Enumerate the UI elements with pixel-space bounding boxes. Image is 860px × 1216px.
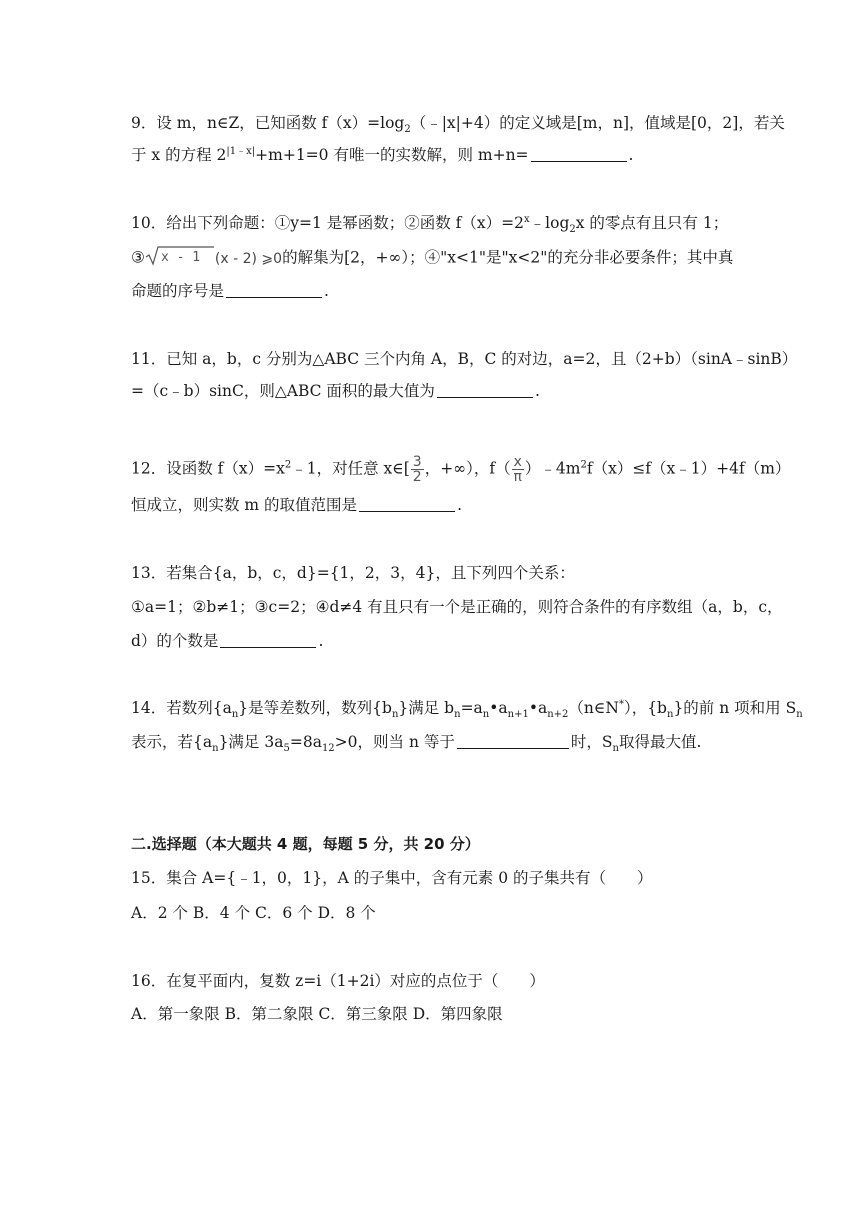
q13-line1 [131, 563, 575, 583]
q13-text: d）的个数是 [131, 632, 219, 650]
q9-sub: 2 [404, 124, 411, 136]
period: . [628, 146, 634, 164]
q10-math-image: (x - 2) ⩾0 [214, 250, 283, 267]
q12-text: 恒成立，则实数 m 的取值范围是 [131, 496, 358, 514]
frac-numerator: x [513, 454, 522, 470]
q14-text: 取得最大值. [618, 733, 702, 751]
answer-blank [457, 734, 569, 749]
q11-text: =（c﹣b）sinC，则△ABC 面积的最大值为 [131, 382, 435, 400]
q14-sub: n [612, 743, 619, 755]
period: . [457, 496, 462, 514]
q14-sub: n+1 [507, 709, 529, 721]
q14-sub: n [666, 709, 674, 721]
q14-text: }满足 3a [218, 733, 284, 751]
q16-stem: 16．在复平面内，复数 z=i（1+2i）对应的点位于（ ） [131, 972, 545, 990]
q14-text: •a [489, 699, 508, 717]
sqrt-icon [145, 245, 215, 267]
sqrt-inner-text: x - 1 [160, 250, 201, 265]
sqrt-expression [145, 245, 215, 272]
q10-text: x 的零点有且只有 1； [575, 214, 729, 232]
fraction-three-halves [411, 455, 424, 484]
q10-line3 [131, 281, 329, 301]
q12-sup: 2 [284, 459, 292, 471]
q14-text: •a [528, 699, 548, 717]
q9-text: （﹣|x|+4）的定义域是[m，n]，值域是[0，2]，若关 [410, 114, 785, 132]
q10-text: ﹣log [529, 214, 570, 232]
fraction-x-over-pi [512, 455, 524, 484]
q14-sub: 5 [283, 743, 290, 755]
q12-text: ，+∞），f（ [424, 459, 511, 478]
q11-line2 [131, 381, 540, 401]
q16-options: A．第一象限 B．第二象限 C．第三象限 D．第四象限 [131, 1005, 503, 1023]
q14-sub: n [482, 709, 490, 721]
q9-text: 9．设 m，n∈Z，已知函数 f（x）=log [131, 114, 405, 132]
q12-text: 12．设函数 f（x）=x [131, 459, 285, 478]
q15-stem: 15．集合 A={﹣1，0，1}，A 的子集中，含有元素 0 的子集共有（ ） [131, 869, 653, 887]
q10-text: 的解集为[2，+∞）；④"x<1"是"x<2"的充分非必要条件；其中真 [282, 248, 734, 267]
frac-denominator: 2 [412, 469, 422, 485]
q13-line3 [131, 631, 323, 651]
q14-sub: n [454, 709, 461, 721]
q14-sub: n [796, 709, 803, 721]
q14-sub: n [391, 709, 399, 721]
q11-text: 11．已知 a，b，c 分别为△ABC 三个内角 A，B，C 的对边，a=2，且（2+b）（sinA﹣sinB） [131, 350, 798, 368]
answer-blank [531, 147, 627, 162]
q14-sub: n [231, 709, 239, 721]
q14-sup: * [618, 698, 624, 710]
q14-text: =8a [289, 733, 322, 751]
q12-sup: 2 [580, 459, 587, 471]
q14-text: }的前 n 项和用 S [673, 699, 797, 717]
q9-line1 [131, 113, 785, 136]
q12-line2 [131, 495, 462, 515]
q14-text: （n∈N [568, 699, 619, 717]
q14-text: }满足 b [398, 699, 455, 717]
q10-line1 [131, 213, 729, 236]
q11-line1 [131, 349, 797, 369]
answer-blank [437, 383, 533, 398]
q9-line2 [131, 145, 633, 165]
answer-blank [226, 283, 322, 298]
q10-line2 [131, 245, 733, 272]
frac-denominator: π [513, 469, 522, 485]
q14-text: >0，则当 n 等于 [334, 733, 455, 751]
q12-line1 [131, 455, 790, 484]
frac-numerator: 3 [412, 454, 422, 470]
q14-text: 表示，若{a [131, 733, 213, 751]
period: . [324, 282, 329, 300]
q9-text: 于 x 的方程 2 [131, 146, 227, 164]
period: . [534, 382, 540, 400]
q12-text: f（x）≤f（x﹣1）+4f（m） [586, 459, 791, 478]
q14-sub: 12 [321, 743, 335, 755]
period: . [318, 632, 324, 650]
q10-sup: x [524, 213, 530, 225]
q10-sub: 2 [569, 224, 576, 236]
q9-text: +m+1=0 有唯一的实数解，则 m+n= [255, 146, 529, 164]
q10-text: ③ [131, 248, 145, 267]
q14-sub: n [212, 743, 219, 755]
q14-line2 [131, 732, 702, 755]
q14-text: ），{b [623, 699, 667, 717]
q14-text: 14．若数列{a [131, 699, 232, 717]
q9-sup: |1﹣x| [226, 145, 256, 157]
section-title: 二.选择题（本大题共 4 题，每题 5 分，共 20 分） [131, 835, 480, 853]
q13-text: 13．若集合{a，b，c，d}={1，2，3，4}，且下列四个关系： [131, 564, 575, 582]
q10-text: 10．给出下列命题：①y=1 是幂函数；②函数 f（x）=2 [131, 214, 525, 232]
q14-line1 [131, 698, 803, 721]
q14-text: 时，S [570, 733, 613, 751]
answer-blank [220, 633, 316, 648]
q14-sub: n+2 [547, 709, 569, 721]
q15-options: A．2 个 B．4 个 C．6 个 D．8 个 [131, 904, 376, 922]
q14-text: =a [460, 699, 483, 717]
q14-text: }是等差数列，数列{b [238, 699, 392, 717]
q13-line2 [131, 597, 783, 617]
q13-text: ①a=1；②b≠1；③c=2；④d≠4 有且只有一个是正确的，则符合条件的有序数组（a，b，c， [131, 598, 783, 616]
q12-text: ﹣1，对任意 x∈[ [291, 459, 410, 478]
q12-text: ）﹣4m [524, 459, 581, 478]
answer-blank [359, 497, 455, 512]
q10-text: 命题的序号是 [131, 282, 225, 300]
